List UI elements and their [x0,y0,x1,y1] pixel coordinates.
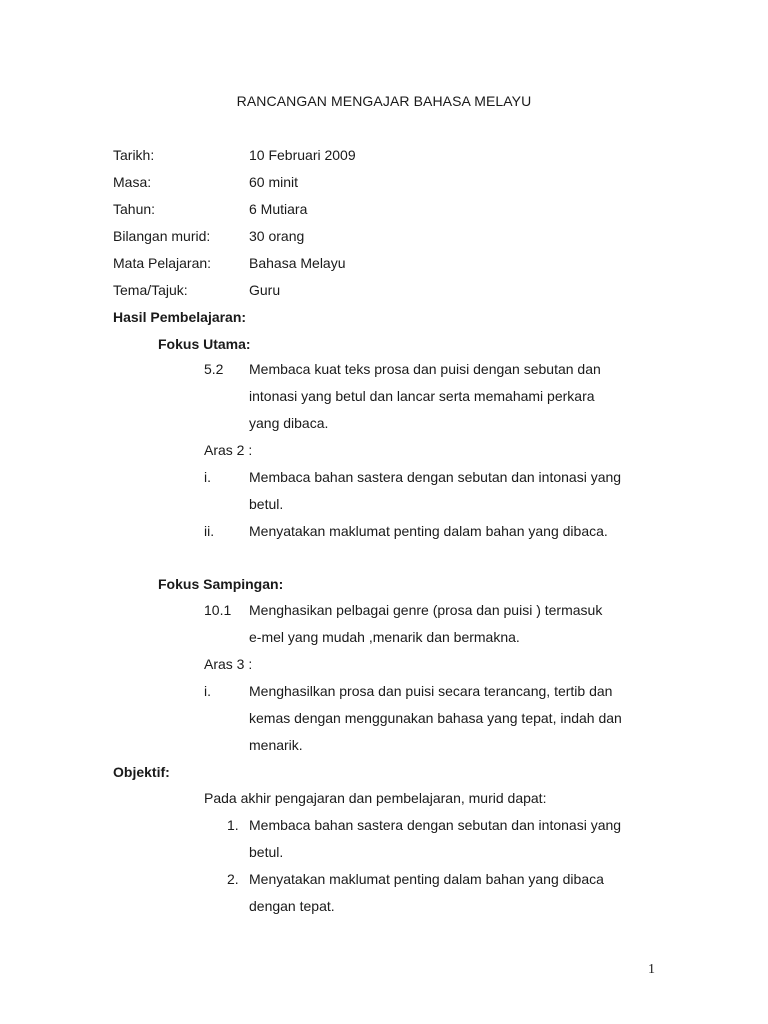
hasil-heading: Hasil Pembelajaran: [113,309,247,325]
page-number: 1 [648,962,655,977]
aras-2-sub-number: ii. [204,523,215,539]
objektif-intro: Pada akhir pengajaran dan pembelajaran, murid dapat: [204,790,547,806]
fokus-sampingan-item-line: Menghasikan pelbagai genre (prosa dan puisi ) termasuk [249,602,603,618]
info-label-bilangan-murid: Bilangan murid: [113,228,211,244]
fokus-sampingan-item-number: 10.1 [204,602,232,618]
info-label-tarikh: Tarikh: [113,147,155,163]
fokus-sampingan-heading: Fokus Sampingan: [158,576,284,592]
fokus-utama-item-line: yang dibaca. [249,415,329,431]
aras-3-sub-line: kemas dengan menggunakan bahasa yang tepat, indah dan [249,710,622,726]
fokus-utama-heading: Fokus Utama: [158,336,251,352]
objektif-item-number: 1. [227,817,239,833]
aras-3-label: Aras 3 : [204,656,253,672]
info-label-tema: Tema/Tajuk: [113,282,188,298]
aras-2-sub-line: Membaca bahan sastera dengan sebutan dan intonasi yang [249,469,622,485]
aras-3-sub-number: i. [204,683,211,699]
info-label-masa: Masa: [113,174,152,190]
info-value-tarikh: 10 Februari 2009 [249,147,356,163]
info-value-mata-pelajaran: Bahasa Melayu [249,255,346,271]
fokus-utama-item-line: Membaca kuat teks prosa dan puisi dengan sebutan dan [249,361,601,377]
info-value-masa: 60 minit [249,174,299,190]
objektif-item-line: Membaca bahan sastera dengan sebutan dan intonasi yang [249,817,622,833]
info-value-tahun: 6 Mutiara [249,201,308,217]
aras-2-sub-line: Menyatakan maklumat penting dalam bahan yang dibaca. [249,523,608,539]
info-label-mata-pelajaran: Mata Pelajaran: [113,255,212,271]
fokus-utama-item-number: 5.2 [204,361,224,377]
document-title: RANCANGAN MENGAJAR BAHASA MELAYU [236,93,532,109]
info-value-bilangan-murid: 30 orang [249,228,305,244]
objektif-item-line: Menyatakan maklumat penting dalam bahan yang dibaca [249,871,604,887]
aras-2-sub-number: i. [204,469,211,485]
objektif-item-line: betul. [249,844,284,860]
fokus-sampingan-item-line: e-mel yang mudah ,menarik dan bermakna. [249,629,520,645]
aras-3-sub-line: menarik. [249,737,303,753]
aras-2-sub-line: betul. [249,496,284,512]
aras-3-sub-line: Menghasilkan prosa dan puisi secara terancang, tertib dan [249,683,613,699]
aras-2-label: Aras 2 : [204,442,253,458]
fokus-utama-item-line: intonasi yang betul dan lancar serta memahami perkara [249,388,595,404]
info-value-tema: Guru [249,282,281,298]
objektif-item-number: 2. [227,871,239,887]
objektif-heading: Objektif: [113,764,170,780]
objektif-item-line: dengan tepat. [249,898,335,914]
info-label-tahun: Tahun: [113,201,156,217]
